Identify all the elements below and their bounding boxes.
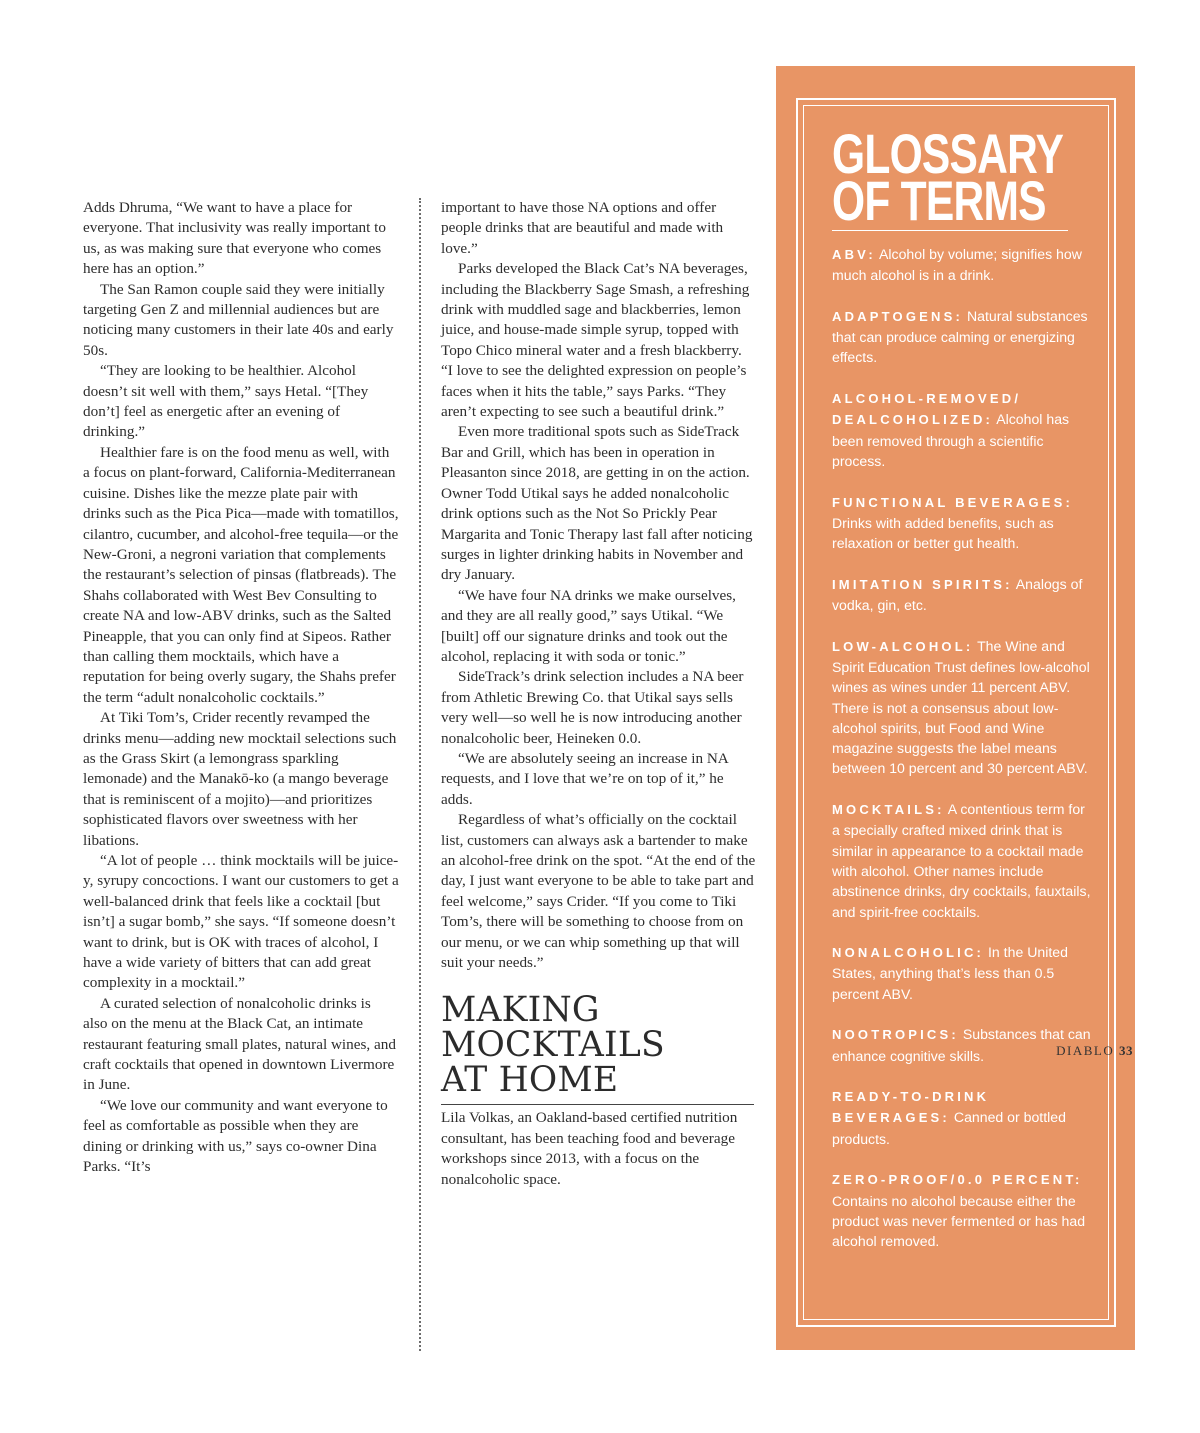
glossary-term: ZERO-PROOF/0.0 PERCENT: [832,1172,1083,1188]
glossary-definition: Analogs of vodka, gin, etc. [832,575,1083,614]
glossary-entry [832,942,1094,1004]
glossary-definition: The Wine and Spirit Education Trust defines low-alcohol wines as wines under 11 percent ABV. There is not a consensus about low-alcohol spirits, but Food and Wine magazine suggests the label means between 10 percent and 30 percent ABV. [832,637,1090,777]
glossary-term: FUNCTIONAL BEVERAGES: [832,494,1074,510]
paragraph: “We love our community and want everyone to feel as comfortable as possible when they are dining or drinking with us,” says co-owner Dina Parks. “It’s [83,1096,388,1176]
glossary-definition: Alcohol by volume; signifies how much alcohol is in a drink. [832,246,1082,284]
glossary-term: MOCKTAILS: [832,802,945,818]
glossary-entry [832,1086,1094,1149]
page-folio [1056,1043,1133,1059]
glossary-entry [832,1169,1094,1251]
column-divider [419,198,421,1351]
heading-rule [441,1104,754,1105]
heading-line: MOCKTAILS [441,1025,665,1066]
magazine-name: DIABLO [1056,1043,1115,1058]
glossary-term: IMITATION SPIRITS: [832,576,1013,592]
paragraph: Even more traditional spots such as SideTrack Bar and Grill, which has been in operation in Pleasanton since 2018, are getting in on the action. Owner Todd Utikal says he added nonalcoholic drink options such as the Not So Prickly Pear Margarita and Tonic Therapy last fall after noticing surges in lighter drinking habits in November and dry January. [441,423,753,584]
glossary-definition: Contains no alcohol because either the product was never fermented or has had alcohol removed. [832,1192,1086,1250]
article-column-middle [441,198,757,1190]
paragraph: A curated selection of nonalcoholic drinks is also on the menu at the Black Cat, an intimate restaurant featuring small plates, natural wines, and craft cocktails that opened in downtown Livermore in June. [83,994,396,1094]
glossary-title-rule [832,230,1068,231]
glossary-sidebar [776,66,1135,1350]
glossary-term: LOW-ALCOHOL: [832,638,974,654]
glossary-title [832,122,1064,232]
glossary-title-line: OF TERMS [832,169,1046,232]
paragraph: SideTrack’s drink selection includes a NA beer from Athletic Brewing Co. that Utikal says sells very well—so well he is now introducing another nonalcoholic beer, Heineken 0.0. [441,668,744,747]
glossary-term: NOOTROPICS: [832,1027,959,1043]
paragraph: Adds Dhruma, “We want to have a place for everyone. That inclusivity was really important to us, as was making sure that everyone who comes here has an option.” [83,199,386,278]
glossary-entry [832,244,1094,286]
section-heading [441,990,757,1101]
glossary-term: NONALCOHOLIC: [832,945,985,961]
paragraph: Healthier fare is on the food menu as well, with a focus on plant-forward, California-Mediterranean cuisine. Dishes like the mezze plate pair with drinks such as the Pica Pica—made with tomatillos, cilantro, cucumber, and alcohol-free tequila—or the New-Groni, a negroni variation that complements the restaurant’s selection of pinsas (flatbreads). The Shahs collaborated with West Bev Consulting to create NA and low-ABV drinks, such as the Salted Pineapple, that you can only find at Sipeos. Rather than calling them mocktails, which have a reputation for being overly sugary, the Shahs prefer the term “adult nonalcoholic cocktails.” [83,443,399,706]
glossary-term: ADAPTOGENS: [832,308,964,324]
glossary-definition: Alcohol has been removed through a scientific process. [832,411,1070,469]
paragraph: “We have four NA drinks we make ourselves, and they are all really good,” says Utikal. “We [built] off our signature drinks and took out the alcohol, replacing it with soda or tonic.” [441,586,736,665]
glossary-definition: In the United States, anything that’s less than 0.5 percent ABV. [832,944,1068,1002]
glossary-definition: Natural substances that can produce calming or energizing effects. [832,307,1088,366]
glossary-title-line: GLOSSARY [832,122,1064,185]
glossary-list [832,244,1094,1272]
glossary-entry [832,492,1094,554]
paragraph: “We are absolutely seeing an increase in NA requests, and I love that we’re on top of it,” he adds. [441,749,728,808]
glossary-definition: Substances that can enhance cognitive skills. [832,1026,1091,1064]
glossary-entry [832,799,1094,922]
glossary-entry [832,574,1094,616]
paragraph: “A lot of people … think mocktails will be juice-y, syrupy concoctions. I want our customers to get a well-balanced drink that feels like a cocktail [but isn’t] a sugar bomb,” she says. “If someone doesn’t want to drink, but is OK with traces of alcohol, I have a wide variety of bitters that can add great complexity in a mocktail.” [83,852,399,992]
paragraph: Regardless of what’s officially on the cocktail list, customers can always ask a bartender to make an alcohol-free drink on the spot. “At the end of the day, I just want everyone to be able to take part and feel welcome,” says Crider. “If you come to Tiki Tom’s, there will be something to choose from on our menu, or we can whip something up that will suit your needs.” [441,811,756,972]
glossary-entry [832,388,1094,471]
heading-line: AT HOME [441,1060,619,1101]
glossary-definition: A contentious term for a specially crafted mixed drink that is similar in appearance to a cocktail made with alcohol. Other names include abstinence drinks, dry cocktails, fauxtails, and spirit-free cocktails. [832,801,1091,920]
glossary-term: ALCOHOL-REMOVED/ DEALCOHOLIZED: [832,391,1022,428]
paragraph: important to have those NA options and offer people drinks that are beautiful and made with love.” [441,199,724,257]
page-number: 33 [1119,1043,1133,1058]
glossary-term: ABV: [832,247,876,262]
glossary-entry [832,636,1094,779]
glossary-term: READY-TO-DRINK BEVERAGES: [832,1089,990,1126]
glossary-entry [832,306,1094,368]
paragraph: Parks developed the Black Cat’s NA beverages, including the Blackberry Sage Smash, a refreshing drink with muddled sage and blackberries, lemon juice, and house-made simple syrup, topped with Topo Chico mineral water and a fresh blackberry. “I love to see the delighted expression on people’s faces when it hits the table,” says Parks. “They aren’t expecting to see such a beautiful drink.” [441,260,750,421]
paragraph: Lila Volkas, an Oakland-based certified nutrition consultant, has been teaching food and beverage workshops since 2013, with a focus on the nonalcoholic space. [441,1109,738,1188]
paragraph: At Tiki Tom’s, Crider recently revamped the drinks menu—adding new mocktail selections such as the Grass Skirt (a lemongrass sparkling lemonade) and the Manakō-ko (a mango beverage that is reminiscent of a mojito)—and prioritizes sophisticated flavors over sweetness with her libations. [83,709,397,849]
glossary-definition: Drinks with added benefits, such as relaxation or better gut health. [832,514,1054,552]
article-column-left [83,198,399,1178]
glossary-definition: Canned or bottled products. [832,1109,1066,1147]
paragraph: The San Ramon couple said they were initially targeting Gen Z and millennial audiences but are noticing many customers in their late 40s and early 50s. [83,280,394,359]
heading-line: MAKING [441,990,600,1031]
paragraph: “They are looking to be healthier. Alcohol doesn’t sit well with them,” says Hetal. “[They don’t] feel as energetic after an evening of drinking.” [83,362,369,441]
glossary-entry [832,1024,1094,1066]
